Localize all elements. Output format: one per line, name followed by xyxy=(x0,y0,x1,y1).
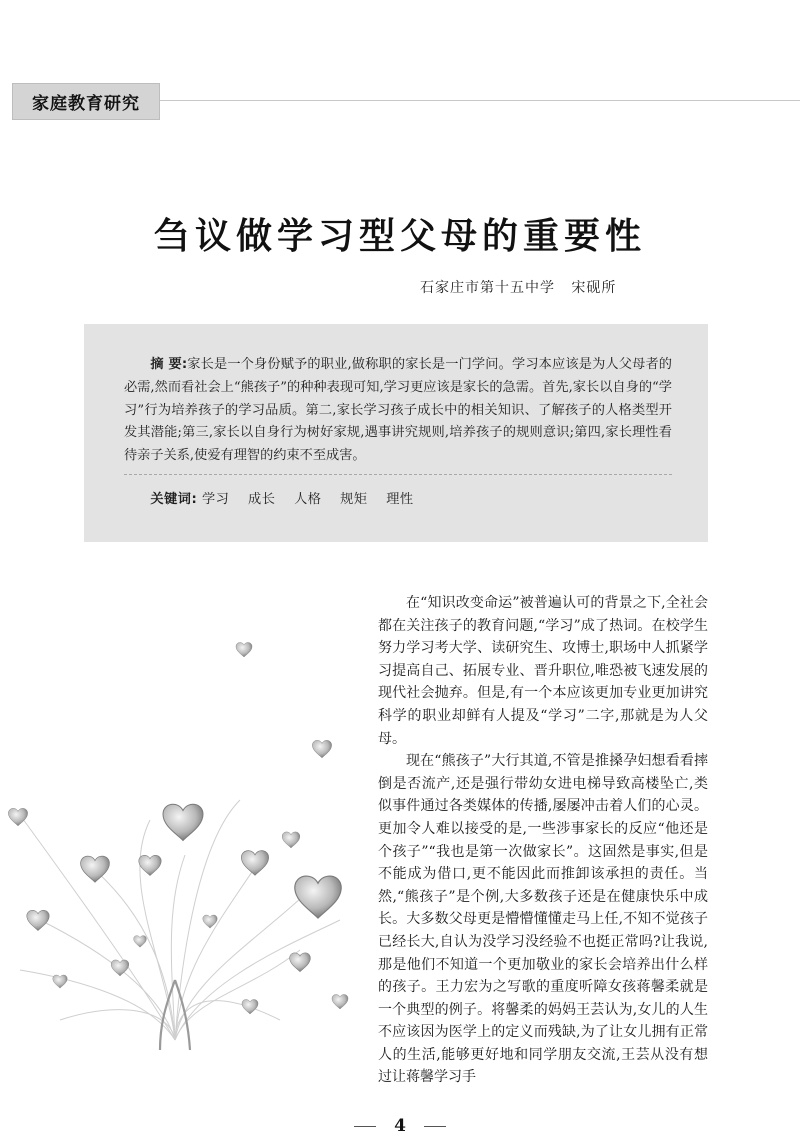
abstract-paragraph xyxy=(124,354,672,468)
page-number: 4 xyxy=(394,1116,406,1136)
footer-dash-left xyxy=(354,1126,376,1127)
page-footer xyxy=(0,1116,800,1136)
keyword: 规矩 xyxy=(340,491,368,507)
article-title: 刍议做学习型父母的重要性 xyxy=(153,216,646,257)
header-rule xyxy=(160,100,800,101)
heart-tree-illustration xyxy=(0,620,375,1050)
body-text xyxy=(378,592,708,1089)
keyword: 成长 xyxy=(248,491,276,507)
body-paragraph: 在“知识改变命运”被普遍认可的背景之下,全社会都在关注孩子的教育问题,“学习”成了热词。在校学生努力学习考大学、读研究生、攻博士,职场中人抓紧学习提高自己、拓展专业、晋升职位,唯恐被飞速发展的现代社会抛弃。但是,有一个本应该更加专业更加讲究科学的职业却鲜有人提及“学习”二字,那就是为人父母。 xyxy=(378,595,708,747)
abstract-divider xyxy=(124,474,672,475)
body-paragraph: 现在“熊孩子”大行其道,不管是推搡孕妇想看看摔倒是否流产,还是强行带幼女进电梯导致高楼坠亡,类似事件通过各类媒体的传播,屡屡冲击着人们的心灵。更加令人难以接受的是,一些涉事家长的反应“他还是个孩子”“我也是第一次做家长”。这固然是事实,但是不能成为借口,更不能因此而推卸该承担的责任。当然,“熊孩子”是个例,大多数孩子还是在健康快乐中成长。大多数父母更是懵懵懂懂走马上任,不知不觉孩子已经长大,自认为没学习没经验不也挺正常吗?让我说,那是他们不知道一个更加敬业的家长会培养出什么样的孩子。王力宏为之写歌的重度听障女孩蒋馨柔就是一个典型的例子。将馨柔的妈妈王芸认为,女儿的人生不应该因为医学上的定义而残缺,为了让女儿拥有正常人的生活,能够更好地和同学朋友交流,王芸从没有想过让蒋馨学习手 xyxy=(378,753,708,1086)
keyword: 人格 xyxy=(294,491,322,507)
abstract-label: 摘 要: xyxy=(150,357,188,372)
keyword: 理性 xyxy=(386,491,414,507)
footer-dash-right xyxy=(424,1126,446,1127)
abstract-text: 家长是一个身份赋予的职业,做称职的家长是一门学问。学习本应该是为人父母者的必需,然而看社会上“熊孩子”的种种表现可知,学习更应该是家长的急需。首先,家长以自身的“学习”行为培养孩子的学习品质。第二,家长学习孩子成长中的相关知识、了解孩子的人格类型开发其潜能;第三,家长以自身行为树好家规,遇事讲究规则,培养孩子的规则意识;第四,家长理性看待亲子关系,使爱有理智的约束不至成害。 xyxy=(124,357,672,464)
section-tag: 家庭教育研究 xyxy=(12,83,160,120)
article-byline: 石家庄市第十五中学 宋砚所 xyxy=(420,280,617,296)
keyword: 学习 xyxy=(201,491,230,507)
abstract-box xyxy=(84,324,708,542)
keywords-line xyxy=(124,489,672,512)
keywords-label: 关键词: xyxy=(150,491,198,507)
